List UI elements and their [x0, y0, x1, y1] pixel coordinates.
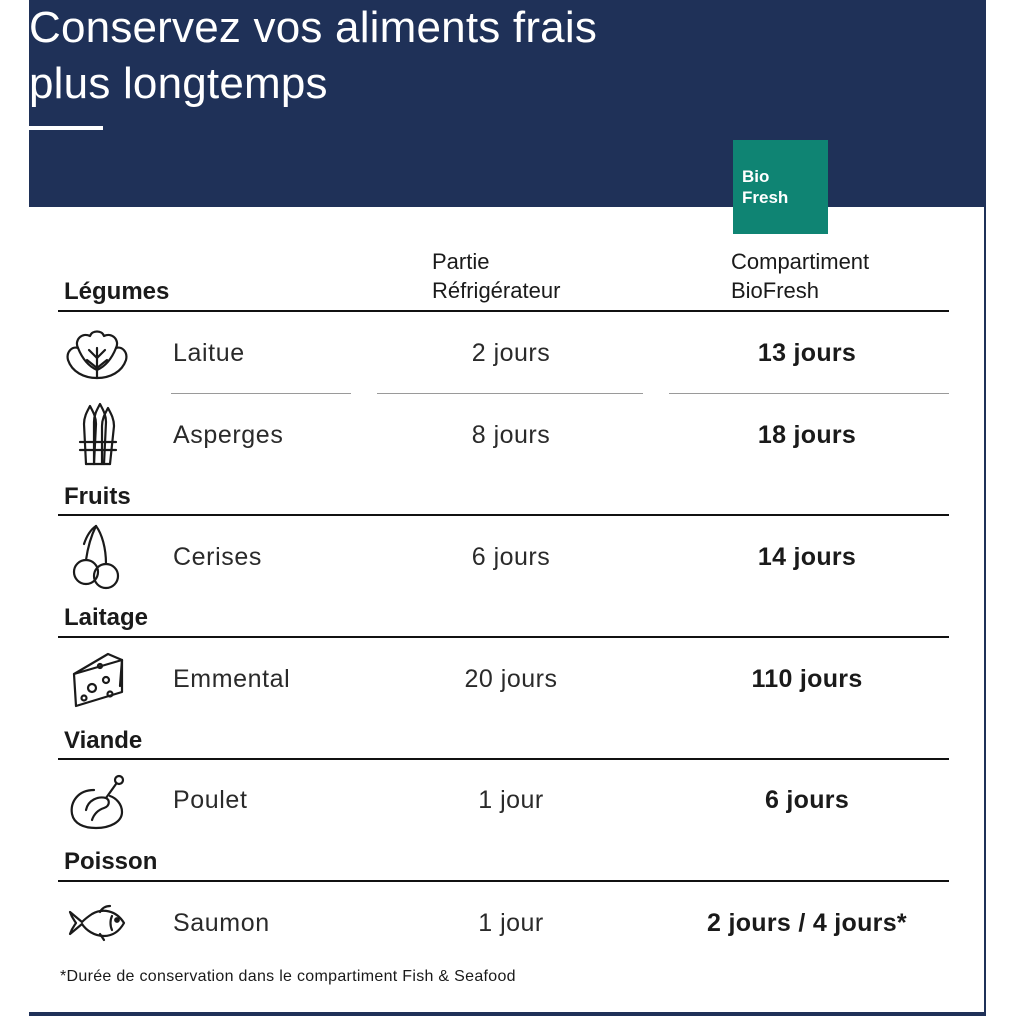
biofresh-duration: 2 jours / 4 jours*: [707, 909, 907, 937]
fridge-duration: 6 jours: [471, 543, 551, 571]
column-header-fridge-line-1: Partie: [432, 249, 490, 274]
row-divider: [171, 393, 351, 394]
category-poisson: Poisson: [64, 848, 158, 875]
biofresh-duration: 18 jours: [757, 421, 857, 449]
cheese-icon: [64, 646, 130, 712]
food-name: Laitue: [173, 339, 245, 367]
category-laitage: Laitage: [64, 604, 149, 631]
chicken-icon: [64, 770, 130, 836]
column-header-biofresh-line-2: BioFresh: [731, 278, 820, 303]
fridge-duration: 2 jours: [471, 339, 551, 367]
column-header-biofresh: [731, 247, 869, 305]
fridge-duration: 1 jour: [478, 786, 544, 814]
category-fruits: Fruits: [64, 483, 131, 510]
biofresh-duration: 6 jours: [764, 786, 850, 814]
asparagus-icon: [64, 402, 130, 468]
food-name: Poulet: [173, 786, 248, 814]
category-rule: [58, 514, 949, 516]
badge-line-1: Bio: [742, 167, 770, 186]
category-viande: Viande: [64, 727, 143, 754]
cherries-icon: [64, 524, 130, 590]
biofresh-badge: [733, 140, 828, 234]
row-divider: [377, 393, 643, 394]
category-rule: [58, 880, 949, 882]
food-name: Emmental: [173, 665, 291, 693]
bottom-border: [29, 1012, 986, 1016]
category-rule: [58, 758, 949, 760]
title-underline: [29, 126, 103, 130]
title-line-2: plus longtemps: [29, 59, 328, 108]
badge-line-2: Fresh: [742, 188, 789, 207]
column-header-biofresh-line-1: Compartiment: [731, 249, 870, 274]
column-header-fridge: [432, 247, 560, 305]
food-name: Saumon: [173, 909, 270, 937]
fridge-duration: 1 jour: [478, 909, 544, 937]
row-divider: [669, 393, 949, 394]
biofresh-duration: 14 jours: [757, 543, 857, 571]
biofresh-duration: 110 jours: [751, 665, 863, 693]
category-rule: [58, 636, 949, 638]
footnote: *Durée de conservation dans le compartiment Fish & Seafood: [60, 968, 516, 985]
fridge-duration: 20 jours: [464, 665, 558, 693]
title-line-1: Conservez vos aliments frais: [29, 3, 598, 52]
category-legumes: Légumes: [64, 278, 170, 305]
fish-icon: [64, 890, 130, 956]
fridge-duration: 8 jours: [471, 421, 551, 449]
category-rule: [58, 310, 949, 312]
page-title: [29, 0, 597, 112]
column-header-fridge-line-2: Réfrigérateur: [432, 278, 561, 303]
lettuce-icon: [64, 322, 130, 388]
content-card: [29, 207, 984, 1012]
food-name: Asperges: [173, 421, 284, 449]
biofresh-duration: 13 jours: [757, 339, 857, 367]
food-name: Cerises: [173, 543, 262, 571]
